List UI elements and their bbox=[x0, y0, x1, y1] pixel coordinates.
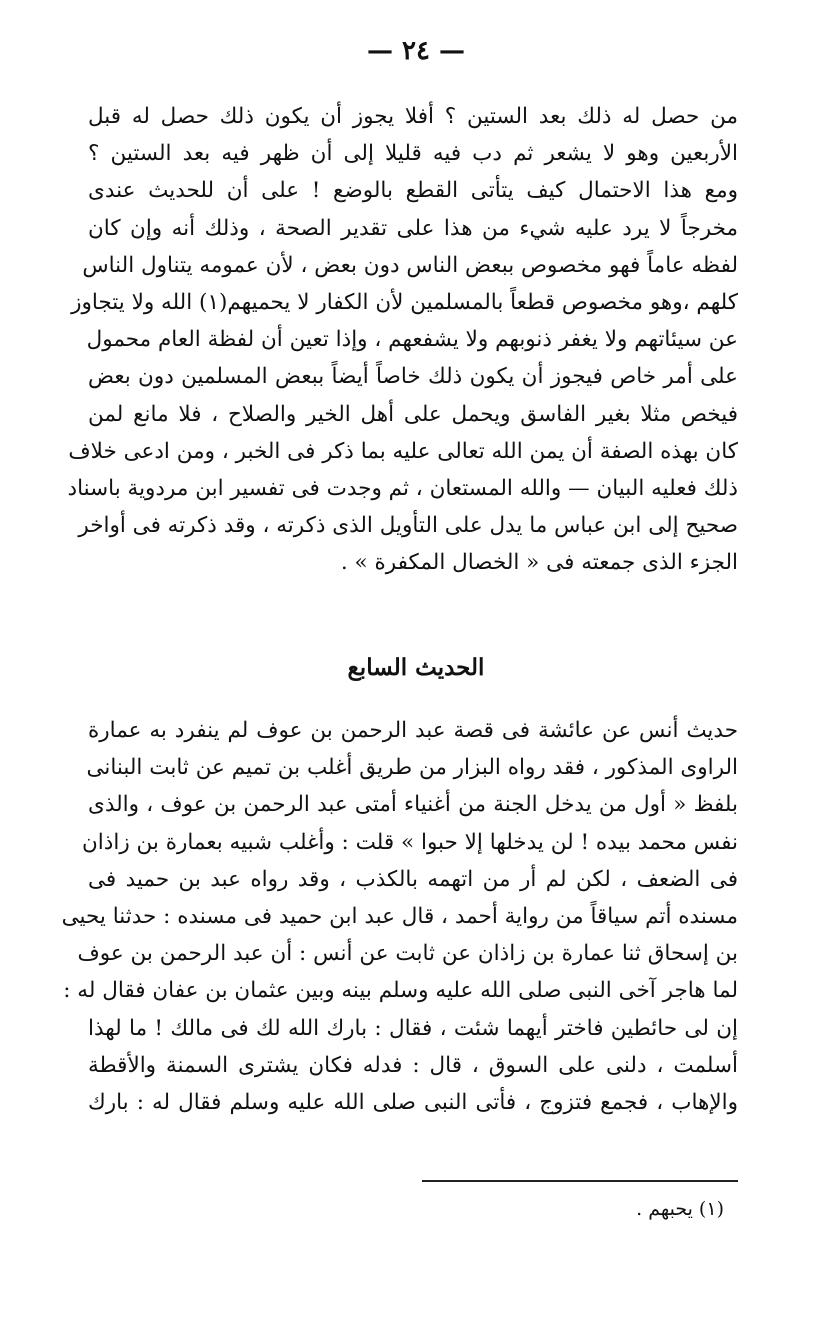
text-line: مسنده أتم سياقاً من رواية أحمد ، قال عبد ابن حميد فى مسنده : حدثنا يحيى bbox=[61, 904, 738, 930]
text-line: عن سيئاتهم ولا يغفر ذنوبهم ولا يشفعهم ، وإذا تعين أن لفظة العام محمول bbox=[86, 327, 738, 353]
text-line: إن لى حائطين فاختر أيهما شئت ، فقال : بارك الله لك فى مالك ! ما لهذا bbox=[88, 1015, 738, 1041]
text-line: صحيح إلى ابن عباس ما يدل على التأويل الذى ذكرته ، وقد ذكرته فى أواخر bbox=[78, 513, 738, 539]
text-line: مخرجاً لا يرد عليه شيء من هذا على تقدير الصحة ، وذلك أنه وإن كان bbox=[88, 215, 738, 241]
text-line: أسلمت ، دلنى على السوق ، قال : فدله فكان يشترى السمنة والأقطة bbox=[88, 1052, 738, 1078]
text-line: ومع هذا الاحتمال كيف يتأتى القطع بالوضع ! على أن للحديث عندى bbox=[88, 178, 738, 204]
text-line: فيخص مثلا بغير الفاسق ويحمل على أهل الخير والصلاح ، فلا مانع لمن bbox=[88, 401, 738, 427]
text-line: من حصل له ذلك بعد الستين ؟ أفلا يجوز أن يكون ذلك حصل له قبل bbox=[88, 104, 738, 129]
text-line: لما هاجر آخى النبى صلى الله عليه وسلم بينه وبين عثمان بن عفان فقال له : bbox=[63, 978, 738, 1004]
text-line: كان بهذه الصفة أن يمن الله تعالى عليه بما ذكر فى الخبر ، ومن ادعى خلاف bbox=[68, 438, 738, 464]
text-line: الراوى المذكور ، فقد رواه البزار من طريق أغلب بن تميم عن ثابت البنانى bbox=[86, 755, 738, 781]
text-line: الجزء الذى جمعته فى « الخصال المكفرة » . bbox=[340, 550, 738, 576]
section-heading: الحديث السابع bbox=[347, 654, 485, 681]
text-line: حديث أنس عن عائشة فى قصة عبد الرحمن بن عوف لم ينفرد به عمارة bbox=[88, 718, 738, 743]
text-line: لفظه عاماً فهو مخصوص ببعض الناس دون بعض ، لأن عمومه يتناول الناس bbox=[82, 252, 738, 278]
paragraph-1 bbox=[67, 98, 738, 582]
footnote: (١) يحبهم . bbox=[636, 1198, 724, 1220]
text-line: على أمر خاص فيجوز أن يكون ذلك خاصاً أيضاً ببعض المسلمين دون بعض bbox=[88, 364, 738, 390]
text-line: ذلك فعليه البيان — والله المستعان ، ثم وجدت فى تفسير ابن مردوية باسناد bbox=[67, 476, 738, 502]
text-line: نفس محمد بيده ! لن يدخلها إلا حبوا » قلت : وأغلب شبيه بعمارة بن زاذان bbox=[82, 829, 738, 855]
text-line: فى الضعف ، لكن لم أر من اتهمه بالكذب ، وقد رواه عبد بن حميد فى bbox=[88, 866, 738, 892]
text-line: كلهم ،وهو مخصوص قطعاً بالمسلمين لأن الكفار لا يحميهم(١) الله ولا يتجاوز bbox=[71, 290, 738, 316]
paragraph-2 bbox=[61, 712, 738, 1121]
text-line: والإهاب ، فجمع فتزوج ، فأتى النبى صلى الله عليه وسلم فقال له : بارك bbox=[88, 1090, 738, 1116]
footnote-divider bbox=[422, 1180, 738, 1182]
text-line: بلفظ « أول من يدخل الجنة من أغنياء أمتى عبد الرحمن بن عوف ، والذى bbox=[88, 792, 738, 818]
page-number: — ٢٤ — bbox=[366, 36, 466, 66]
text-line: بن إسحاق ثنا عمارة بن زاذان عن ثابت عن أنس : أن عبد الرحمن بن عوف bbox=[77, 941, 738, 967]
text-line: الأربعين وهو لا يشعر ثم دب فيه قليلا إلى أن ظهر فيه بعد الستين ؟ bbox=[88, 141, 738, 167]
